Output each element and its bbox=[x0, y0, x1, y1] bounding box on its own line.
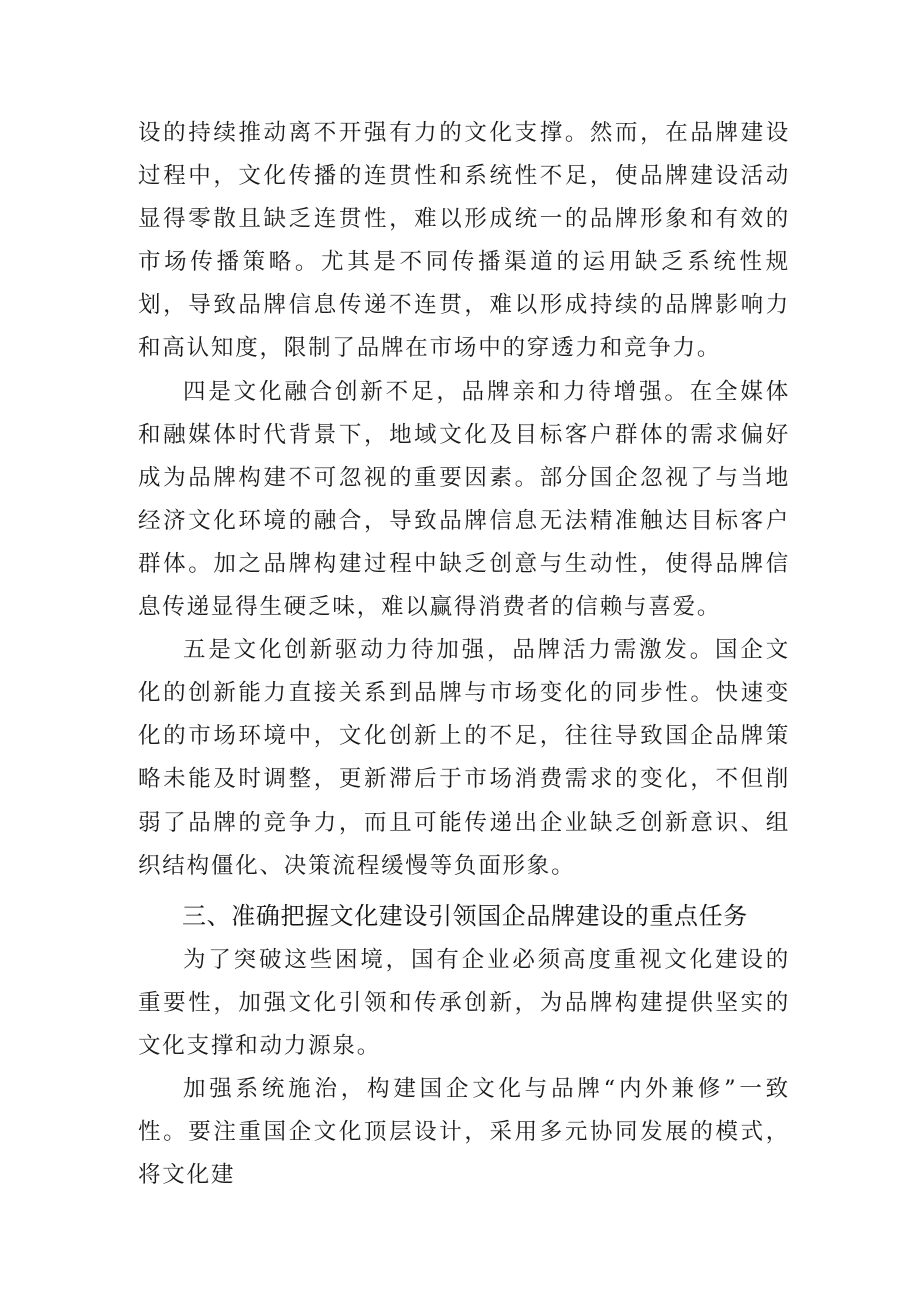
section-heading: 三、准确把握文化建设引领国企品牌建设的重点任务 bbox=[182, 902, 748, 930]
body-text-lower bbox=[138, 939, 790, 1198]
paragraph-overcome-difficulties: 为了突破这些困境，国有企业必须高度重视文化建设的重要性，加强文化引领和传承创新，为品牌构建提供坚实的文化支撑和动力源泉。 bbox=[138, 947, 790, 1060]
paragraph-point-four: 四是文化融合创新不足，品牌亲和力待增强。在全媒体和融媒体时代背景下，地域文化及目标客户群体的需求偏好成为品牌构建不可忽视的重要因素。部分国企忽视了与当地经济文化环境的融合，导致品牌信息无法精准触达目标客户群体。加之品牌构建过程中缺乏创意与生动性，使得品牌信息传递显得生硬乏味，难以赢得消费者的信赖与喜爱。 bbox=[138, 378, 790, 621]
paragraph-point-five: 五是文化创新驱动力待加强，品牌活力需激发。国企文化的创新能力直接关系到品牌与市场变化的同步性。快速变化的市场环境中，文化创新上的不足，往往导致国企品牌策略未能及时调整，更新滞后于市场消费需求的变化，不但削弱了品牌的竞争力，而且可能传递出企业缺乏创新意识、组织结构僵化、决策流程缓慢等负面形象。 bbox=[138, 637, 790, 879]
paragraph-systematic-governance: 加强系统施治，构建国企文化与品牌“内外兼修”一致性。要注重国企文化顶层设计，采用多元协同发展的模式，将文化建 bbox=[138, 1076, 790, 1189]
body-text-upper bbox=[138, 112, 790, 888]
paragraph-brand-communication: 设的持续推动离不开强有力的文化支撑。然而，在品牌建设过程中，文化传播的连贯性和系统性不足，使品牌建设活动显得零散且缺乏连贯性，难以形成统一的品牌形象和有效的市场传播策略。尤其是不同传播渠道的运用缺乏系统性规划，导致品牌信息传递不连贯，难以形成持续的品牌影响力和高认知度，限制了品牌在市场中的穿透力和竞争力。 bbox=[138, 120, 790, 362]
